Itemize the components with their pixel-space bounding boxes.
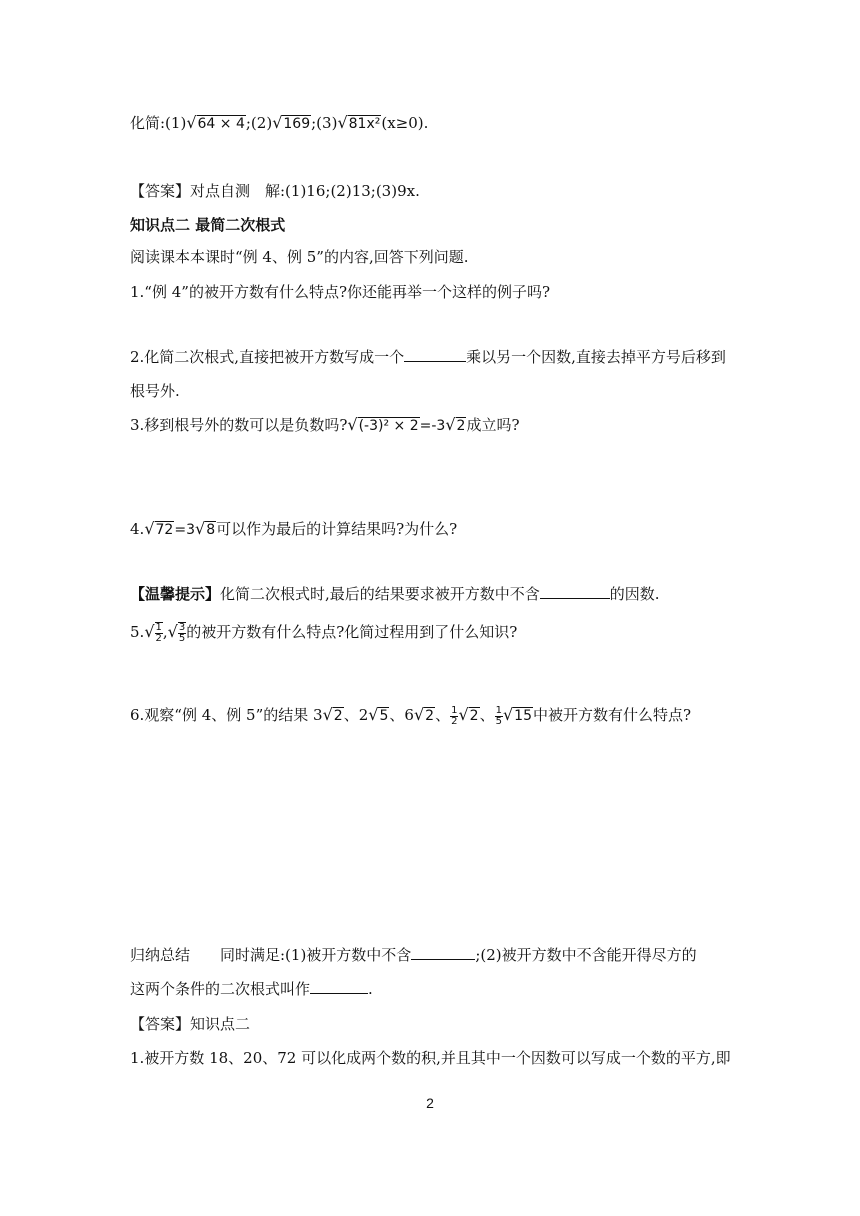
sqrt-expression: √8: [194, 519, 216, 538]
sqrt-expression: √64 × 4: [186, 113, 245, 132]
question-1: 1.“例 4”的被开方数有什么特点?你还能再举一个这样的例子吗?: [130, 283, 551, 301]
sqrt-fraction: √ $\frac{1}{2}$: [144, 622, 162, 644]
sqrt-expression: √(-3)² × 2: [347, 415, 419, 434]
fill-blank[interactable]: [540, 583, 610, 599]
sqrt-expression: √2: [458, 705, 479, 724]
tip: 【温馨提示】化简二次根式时,最后的结果要求被开方数中不含 的因数.: [130, 585, 660, 603]
section-title: 知识点二 最简二次根式: [130, 216, 286, 234]
page-number: 2: [426, 1095, 434, 1111]
sqrt-expression: √2: [413, 705, 435, 724]
question-3: 3.移到根号外的数可以是负数吗?√(-3)² × 2=-3√2成立吗?: [130, 414, 519, 437]
summary-cont: 这两个条件的二次根式叫作 .: [130, 980, 373, 998]
sqrt-expression: √2: [322, 705, 343, 724]
sqrt-expression: √169: [272, 113, 311, 132]
summary: 归纳总结 同时满足:(1)被开方数中不含 ;(2)被开方数中不含能开得尽方的: [130, 946, 697, 964]
answer-2: 【答案】知识点二: [130, 1015, 251, 1033]
simplify-question: 化简:(1)√64 × 4;(2)√169;(3)√81x²(x≥0).: [130, 112, 428, 135]
question-5: 5.√ $\frac{1}{2}$ ,√ $\frac{3}{5}$ 的被开方数有什么特点?化简过程用到了什么知识?: [130, 622, 518, 644]
sqrt-expression: √72: [144, 519, 174, 538]
question-4: 4.√72=3√8可以作为最后的计算结果吗?为什么?: [130, 518, 457, 541]
sqrt-expression: √81x²: [337, 113, 381, 132]
fill-blank[interactable]: [310, 978, 368, 994]
fraction: $\frac{1}{5}$: [495, 704, 502, 727]
question-2-cont: 根号外.: [130, 382, 180, 400]
sqrt-fraction: √ $\frac{3}{5}$: [167, 622, 186, 644]
sqrt-expression: √2: [445, 415, 466, 434]
sqrt-expression: √15: [502, 705, 532, 724]
answer-line-1: 1.被开方数 18、20、72 可以化成两个数的积,并且其中一个因数可以写成一个数的平方,即: [130, 1049, 731, 1067]
question-6: 6.观察“例 4、例 5”的结果 3√2、2√5、6√2、 $\frac{1}{2}$ √2、 $\frac{1}{5}$ √15中被开方数有什么特点?: [130, 704, 692, 727]
intro-text: 阅读课本本课时“例 4、例 5”的内容,回答下列问题.: [130, 248, 469, 266]
fill-blank[interactable]: [411, 944, 475, 960]
answer-1: 【答案】对点自测 解:(1)16;(2)13;(3)9x.: [130, 182, 420, 200]
fraction: $\frac{1}{2}$: [451, 704, 458, 727]
fill-blank[interactable]: [404, 346, 466, 362]
question-2: 2.化简二次根式,直接把被开方数写成一个 乘以另一个因数,直接去掉平方号后移到: [130, 348, 726, 366]
sqrt-expression: √5: [368, 705, 389, 724]
